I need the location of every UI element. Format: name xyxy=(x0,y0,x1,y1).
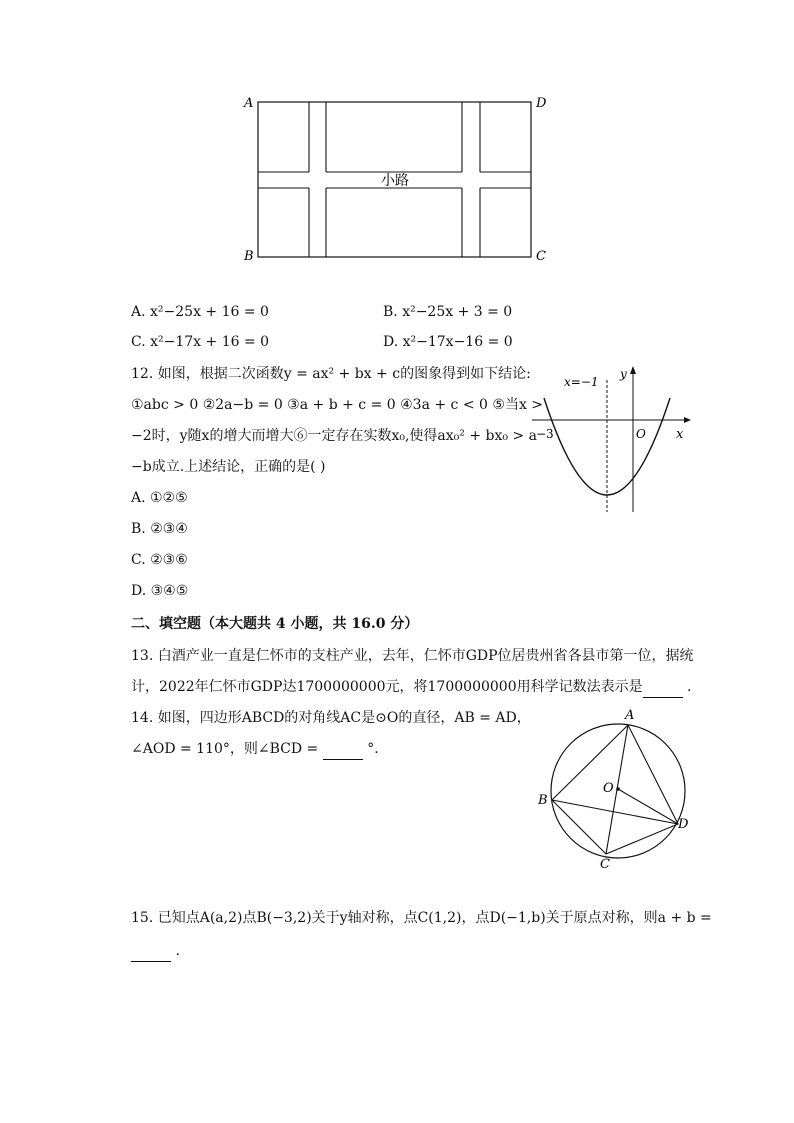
q13-line-1: 13. 白酒产业一直是仁怀市的支柱产业，去年，仁怀市GDP位居贵州省各县市第一位，据统 xyxy=(131,648,694,664)
q13-line-2-end: . xyxy=(682,679,692,695)
q12-line-4: −b成立.上述结论，正确的是( ) xyxy=(131,459,326,475)
q13-line-2 xyxy=(131,677,692,698)
q14-line-2-text: ∠AOD = 110°，则∠BCD = xyxy=(131,741,323,757)
neg-three-label: −3 xyxy=(536,427,554,441)
corner-label-a: A xyxy=(244,96,254,111)
q12-option-a: A. ①②⑤ xyxy=(131,490,188,506)
circle-label-d: D xyxy=(678,817,689,832)
axis-of-symmetry-label: x=−1 xyxy=(564,375,599,389)
corner-label-b: B xyxy=(244,249,254,264)
q13-line-2-text: 计，2022年仁怀市GDP达1700000000元，将1700000000用科学记数法表示是 xyxy=(131,679,643,695)
parabola-graph xyxy=(532,362,694,518)
q12-option-d: D. ③④⑤ xyxy=(131,583,189,599)
circle-quadrilateral-figure xyxy=(530,698,702,878)
corner-label-d: D xyxy=(536,96,547,111)
q15-line-2-end: . xyxy=(171,943,180,959)
circle-label-c: C xyxy=(600,857,610,872)
q11-option-b: B. x²−25x + 3 = 0 xyxy=(383,304,513,320)
q15-answer-blank[interactable] xyxy=(131,941,171,962)
circle-label-o: O xyxy=(603,781,614,796)
path-label: 小路 xyxy=(381,173,409,189)
q12-line-1: 12. 如图，根据二次函数y = ax² + bx + c的图象得到如下结论: xyxy=(131,366,531,382)
q15-line-2 xyxy=(131,941,180,962)
rectangle-paths-figure xyxy=(240,92,560,267)
q14-line-2-end: °. xyxy=(362,741,379,757)
y-axis-label: y xyxy=(620,367,627,381)
x-axis-arrow-icon xyxy=(684,417,691,423)
q13-answer-blank[interactable] xyxy=(643,677,683,698)
q11-option-a: A. x²−25x + 16 = 0 xyxy=(131,304,269,320)
q15-line-1: 15. 已知点A(a,2)点B(−3,2)关于y轴对称，点C(1,2)，点D(−1,b)关于原点对称，则a + b = xyxy=(131,910,712,926)
q11-option-c: C. x²−17x + 16 = 0 xyxy=(131,334,270,350)
q14-line-2 xyxy=(131,739,379,760)
q12-option-c: C. ②③⑥ xyxy=(131,552,188,568)
q14-line-1: 14. 如图，四边形ABCD的对角线AC是⊙O的直径，AB = AD， xyxy=(131,710,531,726)
q12-line-2: ①abc > 0 ②2a−b = 0 ③a + b + c = 0 ④3a + c < 0 ⑤当x > xyxy=(131,397,544,413)
section-2-heading: 二、填空题（本大题共 4 小题，共 16.0 分） xyxy=(131,616,419,632)
origin-label: O xyxy=(636,427,646,441)
circle-label-b: B xyxy=(538,793,548,808)
corner-label-c: C xyxy=(536,249,546,264)
q14-answer-blank[interactable] xyxy=(323,739,363,760)
q12-line-3: −2时，y随x的增大而增大⑥一定存在实数x₀,使得ax₀² + bx₀ > a xyxy=(131,428,537,444)
q12-option-b: B. ②③④ xyxy=(131,521,188,537)
x-axis-label: x xyxy=(676,427,684,442)
y-axis-arrow-icon xyxy=(630,366,636,374)
circle-label-a: A xyxy=(625,708,635,723)
q11-option-d: D. x²−17x−16 = 0 xyxy=(383,334,513,350)
